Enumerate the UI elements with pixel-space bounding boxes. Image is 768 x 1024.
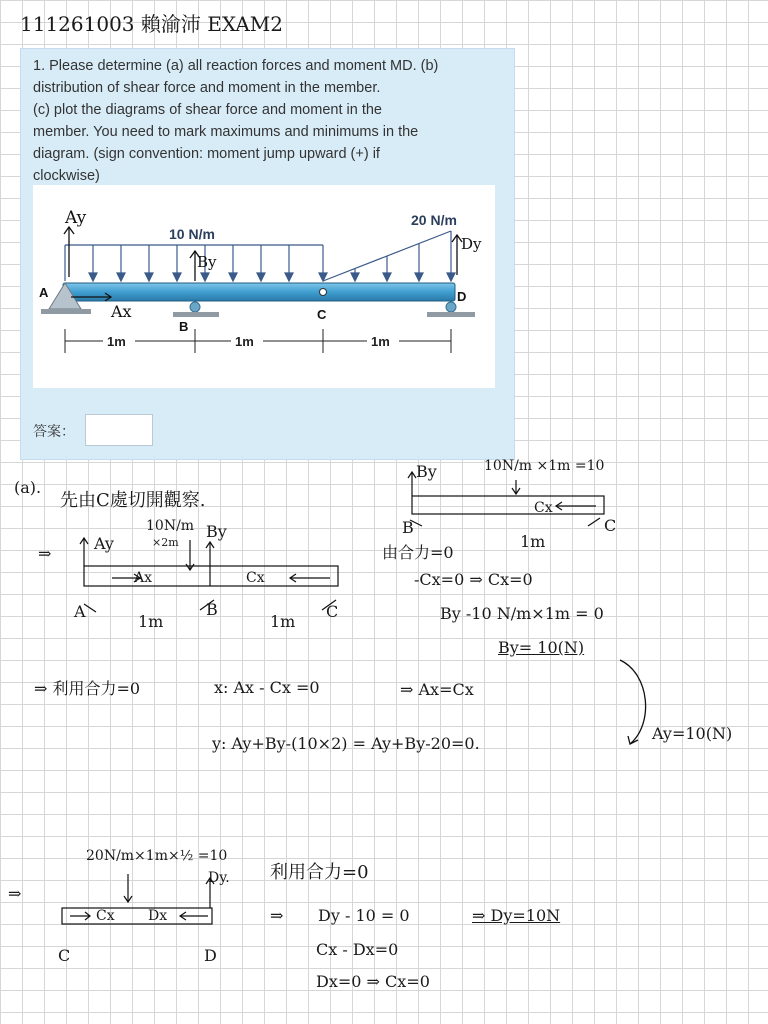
answer-input[interactable] [85,414,153,446]
point-label-a: A [39,285,49,300]
fbd1-load-length: ×2m [152,536,179,549]
fbd1-length-2: 1m [270,612,296,631]
fbd2-length: 1m [520,532,546,551]
eq2-x-result: ⇒ Ax=Cx [400,680,474,699]
eq3-lead: 利用合力=0 [270,862,369,883]
student-header: 111261003 賴渝沛 EXAM2 [20,12,284,36]
uniform-load-arrows [65,245,327,281]
eq1-line: 由合力=0 [382,543,454,562]
question-card [20,48,515,460]
part-a-title: 先由C處切開觀察. [60,490,206,511]
eq3-line: Cx - Dx=0 [316,940,399,959]
roller-support-d [446,302,456,312]
eq2-lead: ⇒ 利用合力=0 [34,679,141,698]
fbd1-cx: Cx [246,570,265,586]
question-line: (c) plot the diagrams of shear force and moment in the [33,102,382,118]
fbd1-point-b: B [206,600,218,619]
question-line: diagram. (sign convention: moment jump upward (+) if [33,146,380,162]
eq1-line: -Cx=0 ⇒ Cx=0 [414,570,533,589]
beam-diagram [33,185,495,388]
question-line: clockwise) [33,168,100,184]
eq3-line: Dx=0 ⇒ Cx=0 [316,972,430,991]
fbd2-by: By [416,462,437,481]
eq3-line: Dy - 10 = 0 [318,906,410,925]
fbd3-point-d: D [204,946,217,965]
part-a-label: (a). [14,478,42,497]
span-label: 1m [235,334,254,349]
answer-label: 答案： [33,423,75,439]
fbd1-ay: Ay [94,534,114,553]
question-line: distribution of shear force and moment in the member. [33,80,381,96]
fbd2-load: 10N/m ×1m =10 [484,458,605,474]
triangular-load [323,231,455,281]
point-label-c: C [317,307,327,322]
hand-ax: Ax [111,302,132,321]
fbd2-point-c: C [604,516,617,535]
roller-support-b [190,302,200,312]
point-label-d: D [457,289,467,304]
span-label: 1m [371,334,390,349]
fbd1-load: 10N/m [146,518,195,534]
point-label-b: B [179,319,189,334]
question-line: member. You need to mark maximums and minimums in the [33,124,419,140]
fbd1-ax: Ax [134,570,153,586]
hand-by: By [197,253,217,271]
fbd1-point-a: A [74,602,86,621]
fbd1-by: By [206,522,227,541]
fbd3-dx: Dx [148,908,168,924]
fbd1-length-1: 1m [138,612,164,631]
fbd-left-section [0,520,360,630]
fbd3-load: 20N/m×1m×½ =10 [86,848,228,864]
eq2-y: y: Ay+By-(10×2) = Ay+By-20=0. [212,734,480,753]
question-text [33,55,503,187]
span-label: 1m [107,334,126,349]
hinge-c [320,289,327,296]
ay-result: Ay=10(N) [652,724,733,743]
fbd-cd-section [40,864,240,934]
fbd3-cx: Cx [96,908,115,924]
fbd3-point-c: C [58,946,71,965]
fbd2-point-b: B [402,518,414,537]
fbd3-dy: Dy. [208,870,230,886]
dy-result: ⇒ Dy=10N [472,906,561,925]
fbd1-point-c: C [326,602,339,621]
eq1-line: By -10 N/m×1m = 0 [440,604,604,623]
beam-figure [33,185,495,388]
eq2-x: x: Ax - Cx =0 [214,678,320,697]
hand-ay: Ay [65,208,87,228]
eq1-result: By= 10(N) [498,638,585,657]
question-line: 1. Please determine (a) all reaction forces and moment MD. (b) [33,58,439,74]
hand-dy: Dy [461,235,482,253]
load-label-left: 10 N/m [169,226,215,242]
load-label-right: 20 N/m [411,212,457,228]
fbd2-cx: Cx [534,500,553,516]
beam [63,283,455,301]
